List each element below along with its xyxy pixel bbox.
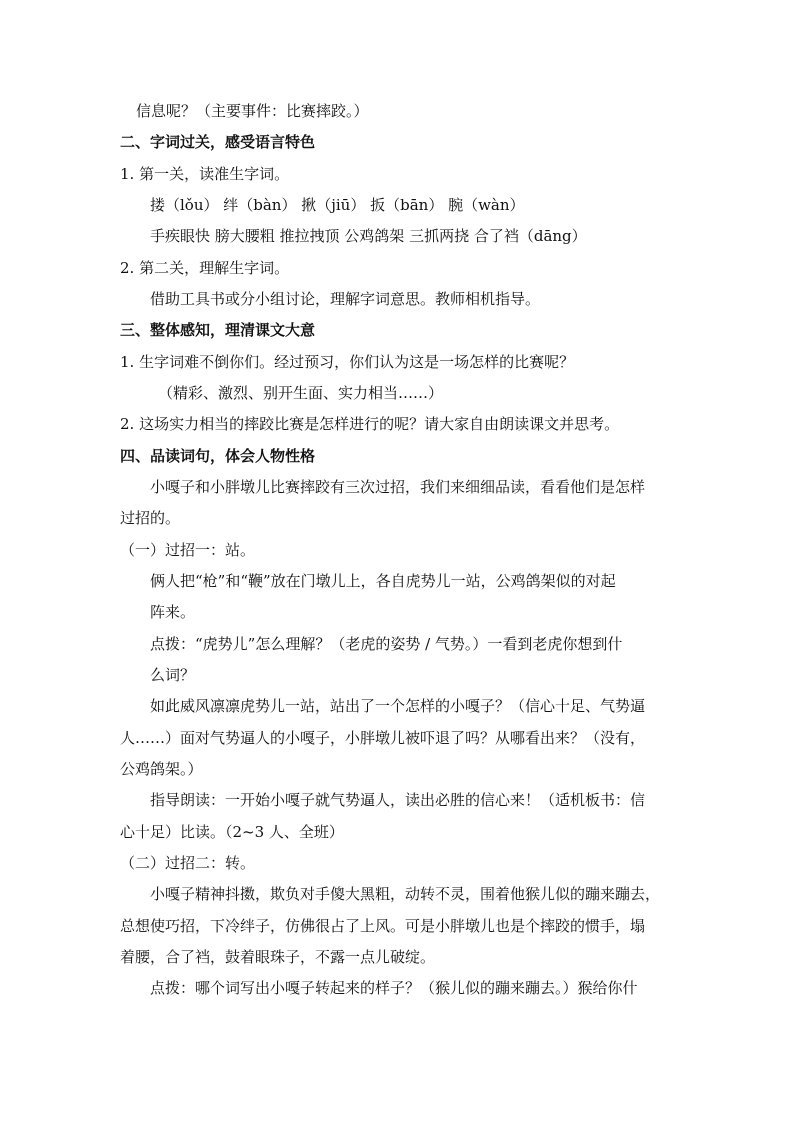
text-line: 点拨：“虎势儿”怎么理解？（老虎的姿势 / 气势。）一看到老虎你想到什	[150, 635, 623, 653]
section-heading-3: 三、整体感知，理清课文大意	[120, 321, 316, 339]
text-line: 么词？	[150, 666, 196, 684]
pinyin-line: 搂（lǒu） 绊（bàn） 揪（jiū） 扳（bān） 腕（wàn）	[150, 196, 525, 214]
text-line: 2. 这场实力相当的摔跤比赛是怎样进行的呢？请大家自由朗读课文并思考。	[120, 415, 620, 433]
text-line: 1. 第一关，读准生字词。	[120, 165, 290, 183]
text-line: 俩人把“枪”和“鞭”放在门墩儿上，各自虎势儿一站，公鸡鸽架似的对起	[150, 572, 616, 590]
section-heading-2: 二、字词过关，感受语言特色	[120, 133, 316, 151]
text-line: 如此威风凛凛虎势儿一站，站出了一个怎样的小嘎子？（信心十足、气势逼	[150, 697, 646, 715]
text-line: 阵来。	[150, 603, 196, 621]
section-heading-4: 四、品读词句，体会人物性格	[120, 447, 316, 465]
text-line: 总想使巧招，下冷绊子，仿佛很占了上风。可是小胖墩儿也是个摔跤的惯手，塌	[120, 917, 646, 935]
text-line: 过招的。	[120, 509, 181, 527]
text-line: 小嘎子和小胖墩儿比赛摔跤有三次过招，我们来细细品读，看看他们是怎样	[150, 478, 646, 496]
text-line: 小嘎子精神抖擞，欺负对手傻大黑粗，动转不灵，围着他猴儿似的蹦来蹦去，	[150, 885, 661, 903]
text-line: 心十足）比读。（2~3 人、全班）	[120, 823, 344, 841]
text-line: 1. 生字词难不倒你们。经过预习，你们认为这是一场怎样的比赛呢？	[120, 353, 575, 371]
text-line: 公鸡鸽架。）	[120, 760, 203, 778]
text-line: 借助工具书或分小组讨论，理解字词意思。教师相机指导。	[150, 290, 541, 308]
text-line: 着腰，合了裆，鼓着眼珠子，不露一点儿破绽。	[120, 948, 436, 966]
text-line: 信息呢？（主要事件：比赛摔跤。）	[136, 102, 369, 120]
text-line: 点拨：哪个词写出小嘎子转起来的样子？（猴儿似的蹦来蹦去。）猴给你什	[150, 979, 638, 997]
subsection-heading: （一）过招一：站。	[120, 541, 256, 559]
subsection-heading: （二）过招二：转。	[120, 854, 256, 872]
text-line: 指导朗读：一开始小嘎子就气势逼人，读出必胜的信心来！（适机板书：信	[150, 791, 646, 809]
text-line: 人……）面对气势逼人的小嘎子，小胖墩儿被吓退了吗？从哪看出来？（没有，	[120, 729, 646, 747]
text-line: 2. 第二关，理解生字词。	[120, 259, 290, 277]
text-line: （精彩、激烈、别开生面、实力相当……）	[158, 384, 444, 402]
word-list-line: 手疾眼快 膀大腰粗 推拉拽顶 公鸡鸽架 三抓两挠 合了裆（dāng）	[150, 227, 587, 245]
